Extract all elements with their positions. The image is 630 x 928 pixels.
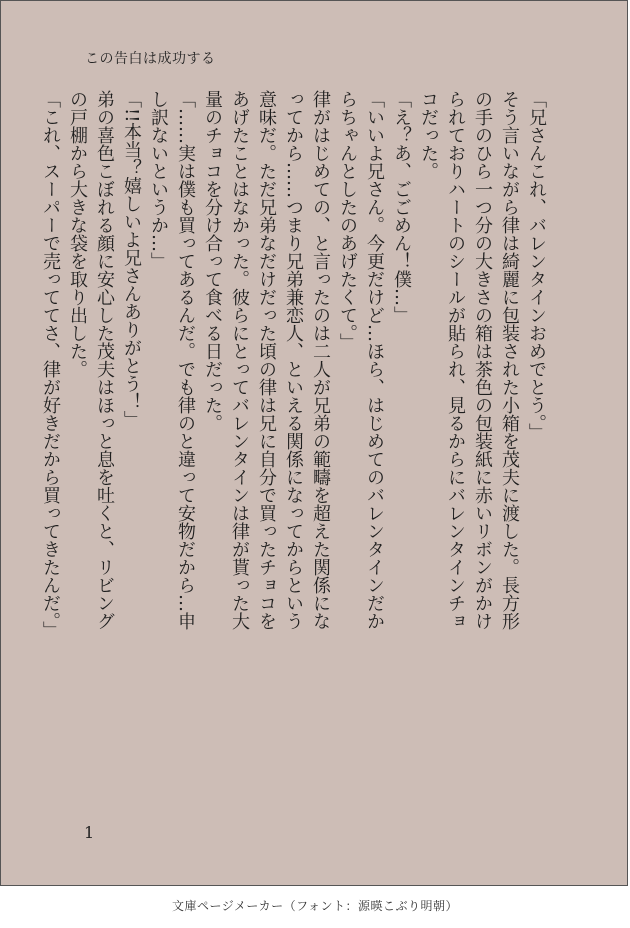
footer-credit: 文庫ページメーカー（フォント：源暎こぶり明朝）: [171, 899, 459, 913]
paragraph: 「!!本当？嬉しいよ兄さんありがとう！」: [121, 90, 142, 429]
paragraph: 「兄さんこれ、バレンタインおめでとう。」: [526, 90, 547, 441]
paragraph: 「……実は僕も買ってあるんだ。でも律のと違って安物だから…申し訳ないというか…」: [148, 90, 196, 630]
paragraph: 律がはじめての、と言ったのは二人が兄弟の範疇を超えた関係になってから……つまり兄弟兼恋人、といえる関係になってからという意味だ。ただ兄弟なだけだった頃の律は兄に自分で買ったチョコをあげたことはなかった。彼らにとってバレンタインは律が貰った大量のチョコを分け合って食べる日だった。: [202, 90, 331, 630]
paragraph: 「いいよ兄さん。今更だけど…ほら、はじめてのバレンタインだからちゃんとしたのあげたくて。」: [337, 90, 385, 630]
paragraph: 「え？あ、ごごめん！僕…」: [391, 90, 412, 324]
paragraph: 「これ、スーパーで売っててさ、律が好きだから買ってきたんだ。」: [40, 90, 61, 639]
paragraph: そう言いながら律は綺麗に包装された小箱を茂夫に渡した。長方形の手のひら一つ分の大きさの箱は茶色の包装紙に赤いリボンがかけられておりハートのシールが貼られ、見るからにバレンタインチョコだった。: [418, 90, 520, 630]
body-text: [40, 90, 550, 639]
book-title: この告白は成功する: [85, 51, 216, 67]
paragraph: 弟の喜色こぼれる顔に安心した茂夫はほっと息を吐くと、リビングの戸棚から大きな袋を取り出した。: [67, 90, 115, 630]
page-number: 1: [84, 823, 95, 842]
